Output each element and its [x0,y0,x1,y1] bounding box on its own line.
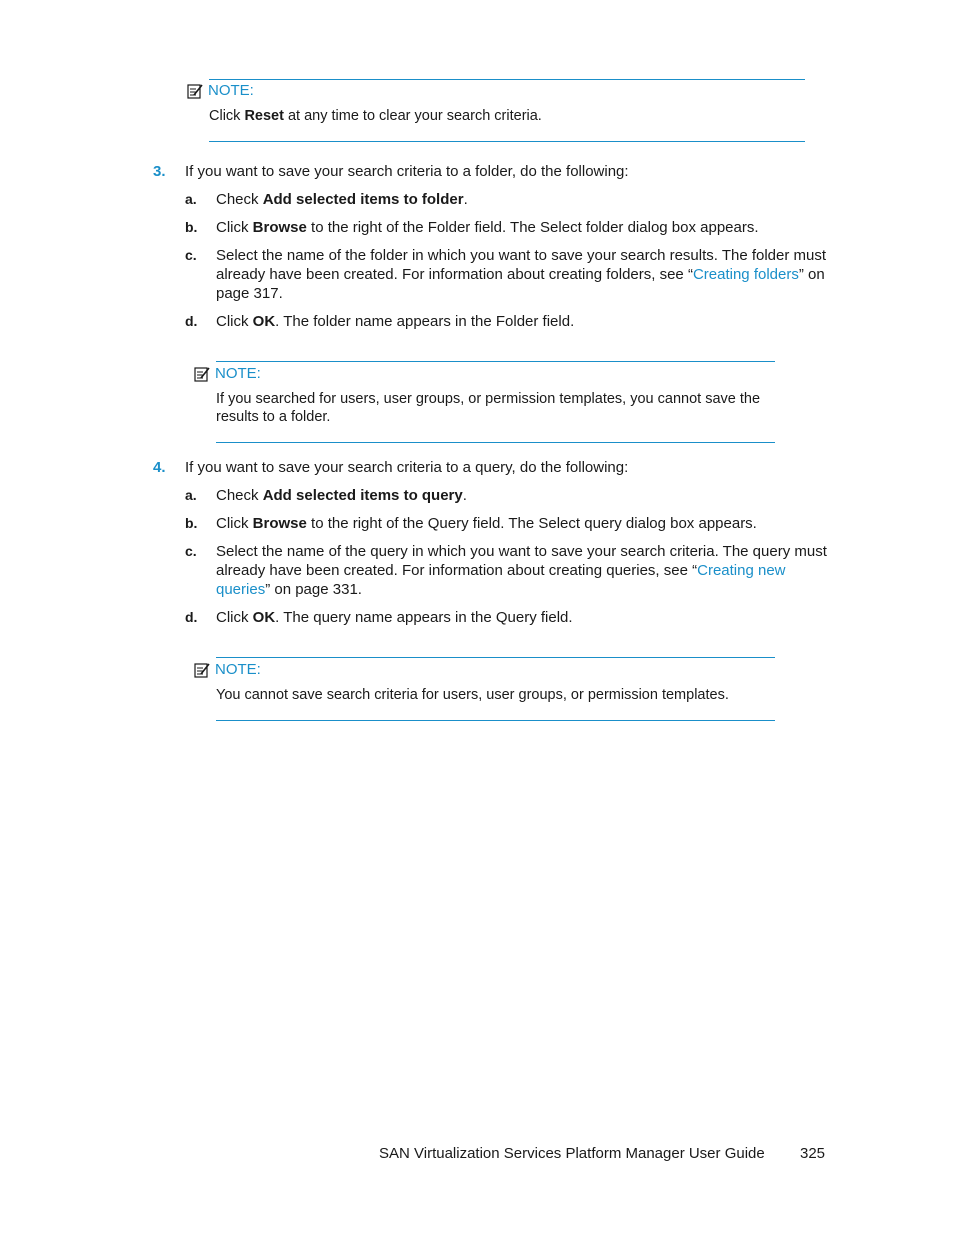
step-text: If you want to save your search criteria to a folder, do the following: [185,163,629,180]
step-number: 3. [153,163,166,180]
reset-term: Reset [244,108,284,124]
step-number: 4. [153,459,166,476]
note-text: If you searched for users, user groups, or permission templates, you cannot save the results to a folder. [216,391,761,425]
substep-text: Click OK. The folder name appears in the Folder field. [216,313,575,330]
substep-letter: a. [185,191,197,207]
note-heading [187,81,254,100]
substep-letter: b. [185,515,198,531]
step-text: If you want to save your search criteria to a query, do the following: [185,459,629,476]
note-label: NOTE: [208,82,254,99]
note-bottom-rule [216,720,775,721]
note-text: Click Reset at any time to clear your search criteria. [209,108,542,124]
substep-text: Click Browse to the right of the Query field. The Select query dialog box appears. [216,515,757,532]
substep-letter: c. [185,247,197,263]
note-top-rule [209,79,805,80]
creating-folders-link[interactable]: Creating folders [692,266,799,283]
footer-page-number: 325 [800,1145,826,1162]
note-bottom-rule [216,442,775,443]
substep-text: Select the name of the query in which you want to save your search criteria. The query must already have been created. For information about creating queries, see “Creating new queries” on page 331. [216,543,827,598]
note-label: NOTE: [215,661,261,678]
substep-letter: d. [185,313,198,329]
note-bottom-rule [209,141,805,142]
note-pad-icon [187,83,204,99]
note-text: You cannot save search criteria for users, user groups, or permission templates. [216,687,729,703]
substep-letter: a. [185,487,197,503]
note-pad-icon [194,366,211,382]
note-heading [194,660,261,679]
substep-text: Click Browse to the right of the Folder field. The Select folder dialog box appears. [216,219,759,236]
substep-text: Select the name of the folder in which you want to save your search results. The folder must already have been created. For information about creating folders, see “Creating folders” on page 317. [216,247,827,302]
note-label: NOTE: [215,365,261,382]
substep-letter: b. [185,219,198,235]
substep-letter: d. [185,609,198,625]
substep-text: Check Add selected items to folder. [216,191,468,208]
note-top-rule [216,361,775,362]
substep-letter: c. [185,543,197,559]
note-pad-icon [194,662,211,678]
substep-text: Check Add selected items to query. [216,487,467,504]
creating-new-queries-link[interactable]: Creating new queries [216,562,786,598]
footer-guide-title: SAN Virtualization Services Platform Manager User Guide [379,1145,765,1162]
note-top-rule [216,657,775,658]
substep-text: Click OK. The query name appears in the Query field. [216,609,573,626]
note-heading [194,364,261,383]
